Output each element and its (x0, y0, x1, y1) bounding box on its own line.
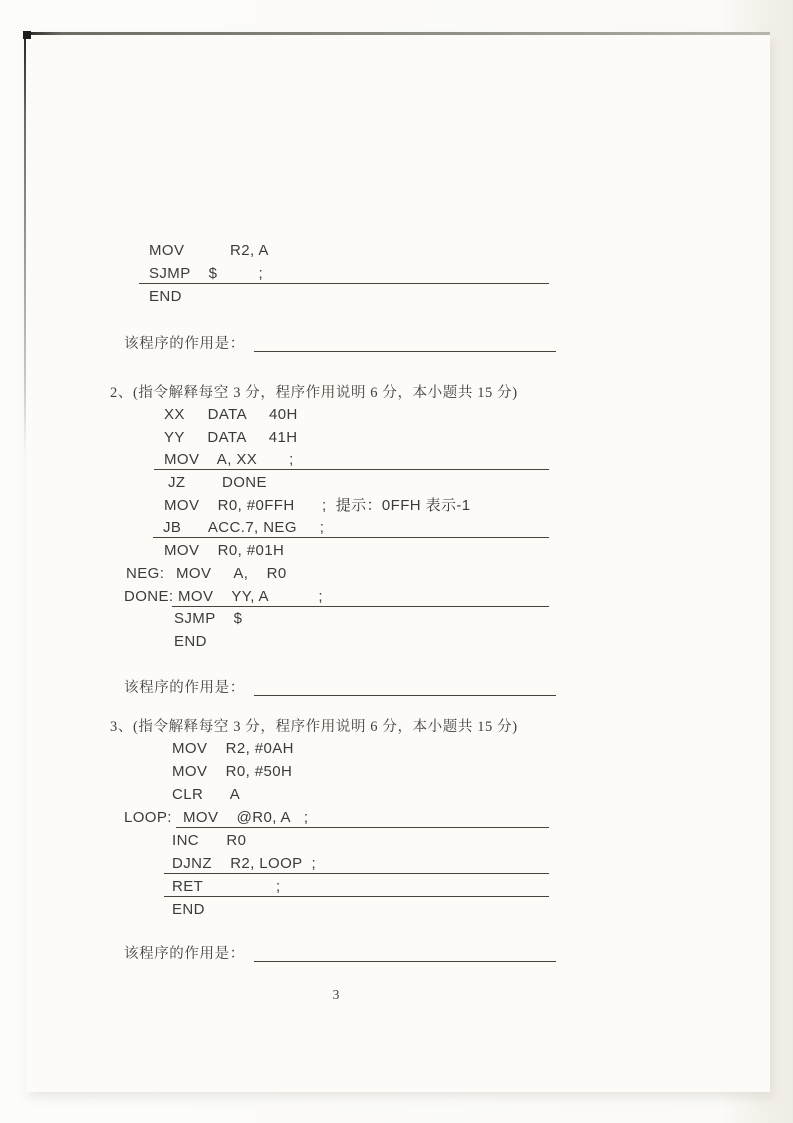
code-text: CLR A (172, 786, 241, 803)
code-line (26, 403, 770, 426)
code-text: DJNZ R2, LOOP ; (172, 855, 317, 872)
purpose-line (124, 332, 556, 355)
page-number: 3 (332, 987, 340, 1002)
code-line (26, 539, 770, 562)
answer-blank (254, 945, 556, 962)
code-text: INC R0 (172, 832, 247, 849)
code-line (26, 448, 770, 471)
code-text: SJMP $ (174, 610, 243, 627)
code-text: MOV R2, A (149, 242, 269, 259)
code-line (26, 829, 770, 852)
code-line (26, 806, 770, 829)
code-line (26, 898, 770, 921)
question-3-heading-text: 3、(指令解释每空 3 分，程序作用说明 6 分，本小题共 15 分) (110, 719, 518, 735)
code-text: MOV A, R0 (176, 565, 287, 582)
code-text: MOV A, XX ; (164, 451, 294, 468)
code-line (26, 239, 770, 262)
code-line (26, 262, 770, 285)
code-line (26, 760, 770, 783)
line-label: DONE: (124, 588, 174, 605)
purpose-line (124, 676, 556, 699)
code-line (26, 875, 770, 898)
code-line (26, 516, 770, 539)
purpose-line (124, 942, 556, 965)
code-text: JZ DONE (168, 474, 267, 491)
question-3-heading (110, 715, 518, 738)
scanned-exam-page (26, 35, 770, 1092)
paper-top-edge (24, 32, 770, 35)
code-text: JB ACC.7, NEG ; (163, 519, 325, 536)
code-line (26, 783, 770, 806)
question-2-heading-text: 2、(指令解释每空 3 分，程序作用说明 6 分，本小题共 15 分) (110, 385, 518, 401)
code-line (26, 607, 770, 630)
code-line (26, 630, 770, 653)
code-text: END (174, 633, 207, 650)
code-line (26, 562, 770, 585)
code-text: MOV @R0, A ; (183, 809, 309, 826)
paper-corner-mark (23, 31, 31, 39)
code-text: END (172, 901, 205, 918)
code-line (26, 494, 770, 517)
answer-blank (254, 679, 556, 696)
answer-blank (254, 335, 556, 352)
code-text: MOV R0, #0FFH ; 提示：0FFH 表示-1 (164, 497, 471, 514)
code-text: YY DATA 41H (164, 429, 298, 446)
code-line (26, 852, 770, 875)
line-label: LOOP: (124, 809, 172, 826)
code-text: SJMP $ ; (149, 265, 264, 282)
code-text: MOV R0, #50H (172, 763, 293, 780)
purpose-label: 该程序的作用是： (124, 946, 245, 962)
question-2-heading (110, 381, 518, 404)
code-text: MOV R2, #0AH (172, 740, 294, 757)
purpose-label: 该程序的作用是： (124, 336, 245, 352)
code-text: XX DATA 40H (164, 406, 298, 423)
code-text: MOV R0, #01H (164, 542, 285, 559)
code-line (26, 285, 770, 308)
code-line (26, 471, 770, 494)
code-line (26, 737, 770, 760)
code-text: END (149, 288, 182, 305)
purpose-label: 该程序的作用是： (124, 680, 245, 696)
line-label: NEG: (126, 565, 165, 582)
code-line (26, 426, 770, 449)
code-text: RET ; (172, 878, 281, 895)
code-text: MOV YY, A ; (178, 588, 323, 605)
code-line (26, 585, 770, 608)
